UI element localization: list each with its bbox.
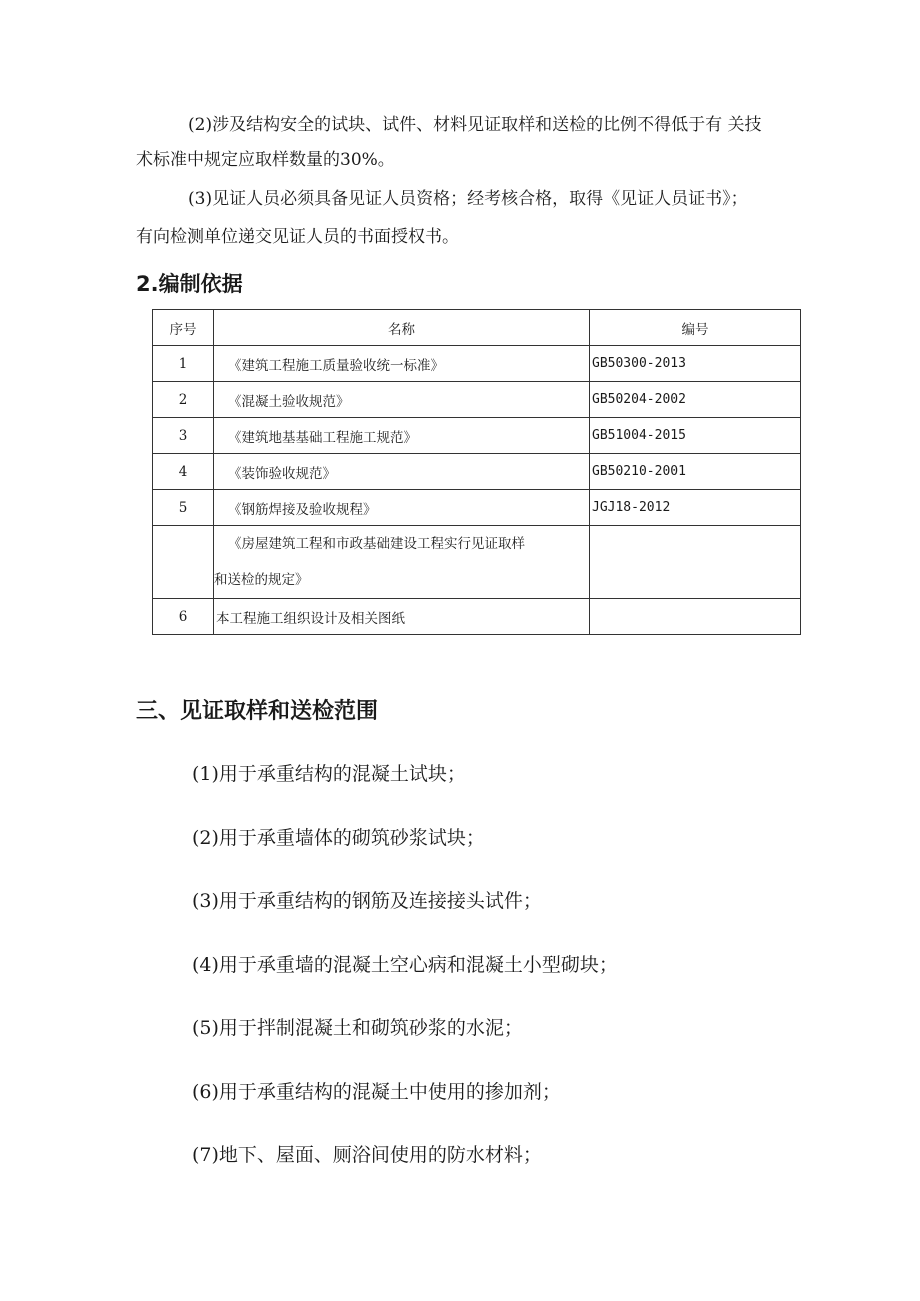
header-code: 编号 <box>590 310 801 346</box>
cell-no: 5 <box>153 490 214 526</box>
table-row <box>153 382 801 418</box>
cell-name: 《建筑工程施工质量验收统一标准》 <box>214 346 590 382</box>
cell-name: 《装饰验收规范》 <box>214 454 590 490</box>
list-item: (2)用于承重墙体的砌筑砂浆试块； <box>192 826 485 849</box>
cell-code: JGJ18-2012 <box>590 490 801 526</box>
intro-item3-line1: (3)见证人员必须具备见证人员资格；经考核合格，取得《见证人员证书》； <box>188 189 748 209</box>
scope-list <box>192 758 618 1203</box>
list-item: (1)用于承重结构的混凝土试块； <box>192 763 466 785</box>
cell-code <box>590 526 801 599</box>
cell-code: GB51004-2015 <box>590 418 801 454</box>
cell-name-line2: 和送检的规定》 <box>214 572 309 588</box>
list-item: (6)用于承重结构的混凝土中使用的掺加剂； <box>192 1080 561 1103</box>
table-row <box>153 599 801 635</box>
basis-table <box>152 309 801 635</box>
cell-no: 1 <box>153 346 214 382</box>
cell-code <box>590 599 801 635</box>
cell-name: 《混凝土验收规范》 <box>214 382 590 418</box>
table-header-row <box>153 310 801 346</box>
cell-name: 《建筑地基基础工程施工规范》 <box>214 418 590 454</box>
intro-item2-line2: 术标准中规定应取样数量的30%。 <box>136 150 395 170</box>
intro-item3-line2: 有向检测单位递交见证人员的书面授权书。 <box>136 227 459 247</box>
cell-name: 《钢筋焊接及验收规程》 <box>214 490 590 526</box>
header-name: 名称 <box>214 310 590 346</box>
cell-no: 6 <box>153 599 214 635</box>
intro-item2-line1: (2)涉及结构安全的试块、试件、材料见证取样和送检的比例不得低于有 关技 <box>188 115 762 135</box>
cell-code: GB50204-2002 <box>590 382 801 418</box>
section3-heading: 三、见证取样和送检范围 <box>136 698 379 724</box>
list-item: (7)地下、屋面、厕浴间使用的防水材料； <box>192 1144 542 1166</box>
list-item: (4)用于承重墙的混凝土空心病和混凝土小型砌块； <box>192 953 618 976</box>
list-item: (5)用于拌制混凝土和砌筑砂浆的水泥； <box>192 1017 523 1039</box>
header-no: 序号 <box>153 310 214 346</box>
cell-code: GB50210-2001 <box>590 454 801 490</box>
cell-name-line1: 《房屋建筑工程和市政基础建设工程实行见证取样 <box>228 536 525 552</box>
cell-no <box>153 526 214 599</box>
cell-no: 4 <box>153 454 214 490</box>
cell-name <box>214 526 590 599</box>
table-row <box>153 526 801 599</box>
table-row <box>153 490 801 526</box>
cell-no: 3 <box>153 418 214 454</box>
table-row <box>153 346 801 382</box>
cell-code: GB50300-2013 <box>590 346 801 382</box>
cell-no: 2 <box>153 382 214 418</box>
table-row <box>153 454 801 490</box>
list-item: (3)用于承重结构的钢筋及连接接头试件； <box>192 890 542 912</box>
section2-heading: 2.编制依据 <box>136 272 243 296</box>
table-row <box>153 418 801 454</box>
cell-name: 本工程施工组织设计及相关图纸 <box>214 599 590 635</box>
